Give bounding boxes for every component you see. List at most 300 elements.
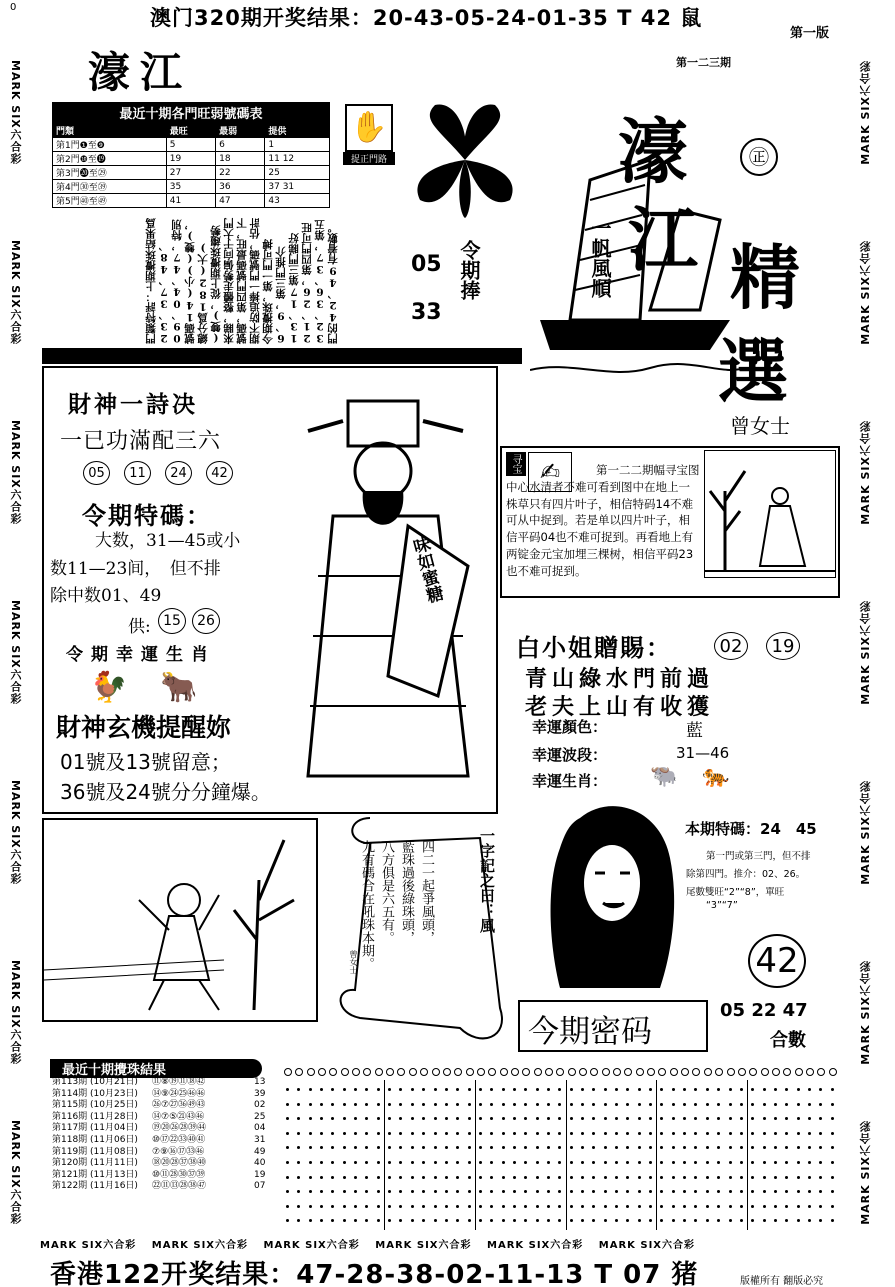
grid-dot (808, 1132, 811, 1135)
grid-dot (479, 1176, 482, 1179)
numbers: ⑭⑨㉔㉕㊻㊻ (152, 1088, 206, 1099)
lucky-color-label: 幸運顏色： (532, 718, 608, 736)
grid-dot (479, 1146, 482, 1149)
grid-dot (547, 1103, 550, 1106)
cell: 27 (166, 166, 215, 180)
grid-dot (831, 1219, 834, 1222)
grid-dot (411, 1176, 414, 1179)
grid-dot (570, 1103, 573, 1106)
special-desc-2: 数11—23间， 但不排 (50, 559, 221, 579)
grid-dot (570, 1205, 573, 1208)
side-label: MARK SIX六合彩 (9, 420, 22, 525)
grid-dot (649, 1205, 652, 1208)
date: (11月08日) (90, 1146, 138, 1157)
grid-dot (320, 1117, 323, 1120)
grid-dot (638, 1190, 641, 1193)
grid-dot (558, 1161, 561, 1164)
grid-dot (536, 1088, 539, 1091)
special-code-title: 令期特碼： (82, 501, 212, 530)
grid-dot (479, 1132, 482, 1135)
column-number-ball (488, 1068, 496, 1076)
grid-dot (581, 1103, 584, 1106)
grid-dot (343, 1205, 346, 1208)
grid-dot (797, 1190, 800, 1193)
grid-dot (672, 1161, 675, 1164)
grid-dot (751, 1161, 754, 1164)
grid-dot (694, 1103, 697, 1106)
grid-dot (411, 1103, 414, 1106)
cell: 43 (265, 194, 330, 208)
grid-dot (354, 1132, 357, 1135)
big-number-ball: 42 (748, 934, 806, 988)
grid-dot (763, 1132, 766, 1135)
grid-dot (331, 1219, 334, 1222)
ox-icon: 🐂 (160, 670, 198, 705)
grid-dot (763, 1219, 766, 1222)
grid-dot (502, 1161, 505, 1164)
table-row (53, 194, 330, 208)
grid-dot (797, 1176, 800, 1179)
column-number-ball (545, 1068, 553, 1076)
grid-dot (717, 1117, 720, 1120)
grid-dot (536, 1103, 539, 1106)
grid-dot (286, 1088, 289, 1091)
grid-dot (751, 1219, 754, 1222)
grid-dot (626, 1146, 629, 1149)
grid-dot (513, 1132, 516, 1135)
grid-dot (717, 1219, 720, 1222)
grid-dot (763, 1103, 766, 1106)
side-label: MARK SIX六合彩 (9, 600, 22, 705)
column-number-ball (613, 1068, 621, 1076)
special: 02 (254, 1100, 266, 1111)
grid-dot (729, 1103, 732, 1106)
grid-dot (547, 1190, 550, 1193)
treasure-text: 第一二二期幅寻宝图中心水清者不难可看到图中在地上一株草只有四片叶子，相信特码14不难可从中捉到。若是单以四片叶子，相信平码04也不难可捉到。再看地上有两锭金元宝加埋三棵树，相信平码23也不难可捉到。 (506, 463, 700, 578)
grid-dot (354, 1088, 357, 1091)
grid-dot (740, 1103, 743, 1106)
grid-dot (706, 1176, 709, 1179)
grid-dot (331, 1088, 334, 1091)
grid-dot (434, 1103, 437, 1106)
grid-dot (660, 1117, 663, 1120)
grid-dot (547, 1088, 550, 1091)
grid-dot (785, 1190, 788, 1193)
grid-dot (365, 1132, 368, 1135)
grid-dot (797, 1146, 800, 1149)
column-number-ball (329, 1068, 337, 1076)
secret-code-label: 今期密码 (528, 1014, 652, 1050)
grid-dot (286, 1146, 289, 1149)
grid-dot (422, 1103, 425, 1106)
grid-dot (604, 1190, 607, 1193)
grid-dot (365, 1088, 368, 1091)
grid-dot (797, 1103, 800, 1106)
grid-dot (785, 1088, 788, 1091)
numbers: ㉖⑦㉗㊱㊾㊸ (152, 1100, 206, 1111)
period: 第117期 (52, 1123, 88, 1134)
grid-dot (763, 1176, 766, 1179)
grid-dot (331, 1161, 334, 1164)
column-number-ball (704, 1068, 712, 1076)
grid-dot (365, 1161, 368, 1164)
grid-dot (422, 1161, 425, 1164)
scroll-col: 八方俱是六五有。 (379, 840, 394, 944)
grid-dot (592, 1146, 595, 1149)
reminder-line-2: 36號及24號分分鐘爆。 (60, 780, 271, 804)
grid-dot (774, 1161, 777, 1164)
grid-dot (297, 1146, 300, 1149)
grid-dot (502, 1117, 505, 1120)
grid-dot (592, 1161, 595, 1164)
copyright: 版權所有 翻版必究 (740, 1276, 824, 1287)
grid-dot (343, 1176, 346, 1179)
grid-dot (581, 1176, 584, 1179)
period: 第113期 (52, 1077, 88, 1087)
grid-dot (297, 1176, 300, 1179)
col-door: 門類 (53, 124, 167, 138)
period: 第118期 (52, 1134, 88, 1145)
grid-dot (615, 1190, 618, 1193)
grid-dot (831, 1146, 834, 1149)
side-label: MARK SIX六合彩 (859, 240, 872, 345)
grid-dot (808, 1103, 811, 1106)
grid-dot (411, 1088, 414, 1091)
boy-kite-icon (44, 820, 316, 1020)
grid-dot (411, 1205, 414, 1208)
grid-dot (626, 1103, 629, 1106)
grid-dot (660, 1088, 663, 1091)
grid-dot (422, 1219, 425, 1222)
grid-dot (547, 1132, 550, 1135)
grid-dot (729, 1132, 732, 1135)
ox-icon: 🐃 (650, 764, 678, 789)
grid-dot (706, 1103, 709, 1106)
grid-dot (502, 1205, 505, 1208)
grid-dot (468, 1103, 471, 1106)
grid-dot (468, 1205, 471, 1208)
grid-dot (581, 1132, 584, 1135)
column-number-ball (636, 1068, 644, 1076)
grid-dot (297, 1088, 300, 1091)
column-number-ball (500, 1068, 508, 1076)
special-note-4: “3”“7” (706, 900, 738, 911)
grid-dot (740, 1146, 743, 1149)
scroll-col: 藍珠過後綠珠頭， (399, 840, 414, 944)
period: 第121期 (52, 1169, 88, 1180)
grid-dot (581, 1117, 584, 1120)
grid-dot (660, 1219, 663, 1222)
grid-dot (365, 1146, 368, 1149)
grid-dot (411, 1161, 414, 1164)
grid-dot (819, 1117, 822, 1120)
grid-dot (581, 1088, 584, 1091)
hk-result-footer: 香港122开奖结果：47-28-38-02-11-13 T 07 猪 (50, 1260, 699, 1287)
grid-dot (740, 1176, 743, 1179)
column-number-ball (409, 1068, 417, 1076)
grid-dot (434, 1146, 437, 1149)
grid-dot (490, 1205, 493, 1208)
macau-result-header: 澳门320期开奖结果：20-43-05-24-01-35 T 42 鼠 (150, 6, 703, 30)
grid-dot (388, 1146, 391, 1149)
period: 第122期 (52, 1181, 88, 1192)
grid-dot (797, 1088, 800, 1091)
grid-dot (570, 1132, 573, 1135)
grid-dot (468, 1219, 471, 1222)
grid-dot (570, 1088, 573, 1091)
grid-dot (694, 1205, 697, 1208)
grid-dot (388, 1190, 391, 1193)
date: (11月13日) (90, 1169, 138, 1180)
column-number-ball (432, 1068, 440, 1076)
results-list (52, 1077, 278, 1193)
grid-dot (513, 1190, 516, 1193)
grid-dot (649, 1103, 652, 1106)
grid-divider (475, 1080, 476, 1230)
grid-dot (445, 1219, 448, 1222)
grid-dot (456, 1117, 459, 1120)
grid-dot (434, 1132, 437, 1135)
grid-dot (343, 1219, 346, 1222)
grid-dot (445, 1132, 448, 1135)
grid-dot (411, 1132, 414, 1135)
grid-dot (808, 1205, 811, 1208)
grid-dot (694, 1219, 697, 1222)
grid-dot (399, 1088, 402, 1091)
special-desc-3: 除中数01、49 (50, 586, 162, 606)
special: 19 (254, 1169, 266, 1180)
special: 25 (254, 1111, 266, 1122)
grid-dot (479, 1117, 482, 1120)
left-side-strip (0, 40, 38, 1235)
grid-dot (581, 1219, 584, 1222)
grid-dot (377, 1088, 380, 1091)
table-row (53, 180, 330, 194)
grid-dot (683, 1132, 686, 1135)
column-number-ball (829, 1068, 837, 1076)
column-number-ball (624, 1068, 632, 1076)
grid-dot (740, 1088, 743, 1091)
side-label: MARK SIX六合彩 (9, 960, 22, 1065)
grid-dot (524, 1176, 527, 1179)
column-number-ball (522, 1068, 530, 1076)
grid-dot (831, 1205, 834, 1208)
grid-dot (660, 1132, 663, 1135)
grid-dot (411, 1219, 414, 1222)
cell: 第5門㊵至㊾ (53, 194, 167, 208)
catch-door-badge (343, 104, 395, 168)
grid-dot (797, 1117, 800, 1120)
cell: 35 (166, 180, 215, 194)
date: (11月06日) (90, 1134, 138, 1145)
side-label: MARK SIX六合彩 (9, 780, 22, 885)
grid-dot (683, 1161, 686, 1164)
column-number-ball (738, 1068, 746, 1076)
cell: 第1門❶至❾ (53, 138, 167, 152)
door-table-grid (52, 123, 330, 208)
grid-dot (445, 1161, 448, 1164)
grid-dot (604, 1161, 607, 1164)
grid-dot (343, 1161, 346, 1164)
grid-dot (819, 1132, 822, 1135)
side-label: MARK SIX六合彩 (859, 960, 872, 1065)
grid-dot (638, 1176, 641, 1179)
grid-dot (479, 1205, 482, 1208)
grid-dot (331, 1176, 334, 1179)
grid-dot (309, 1132, 312, 1135)
grid-dot (831, 1088, 834, 1091)
date: (11月04日) (90, 1123, 138, 1134)
grid-dot (399, 1132, 402, 1135)
side-label: MARK SIX六合彩 (859, 780, 872, 885)
door-table (52, 102, 330, 208)
side-label: MARK SIX六合彩 (9, 1120, 22, 1225)
grid-dot (819, 1219, 822, 1222)
grid-dot (808, 1117, 811, 1120)
grid-dot (751, 1132, 754, 1135)
grid-dot (434, 1117, 437, 1120)
grid-dot (785, 1146, 788, 1149)
result-row (52, 1089, 278, 1101)
column-number-ball (284, 1068, 292, 1076)
grid-dot (365, 1219, 368, 1222)
grid-dot (626, 1205, 629, 1208)
grid-dot (751, 1176, 754, 1179)
grid-dot (717, 1146, 720, 1149)
grid-dot (774, 1088, 777, 1091)
grid-dot (388, 1161, 391, 1164)
column-number-ball (477, 1068, 485, 1076)
cell: 22 (216, 166, 265, 180)
grid-dot (331, 1132, 334, 1135)
grid-dot (808, 1146, 811, 1149)
side-label: MARK SIX六合彩 (263, 1240, 360, 1251)
special-title: 本期特碼：24 45 (685, 820, 817, 838)
grid-dot (751, 1146, 754, 1149)
seal-icon: ㊣ (740, 138, 778, 176)
grid-dot (683, 1205, 686, 1208)
grid-dot (626, 1117, 629, 1120)
grid-dot (399, 1146, 402, 1149)
grid-dot (456, 1161, 459, 1164)
grid-dot (683, 1146, 686, 1149)
grid-dot (672, 1190, 675, 1193)
grid-dot (626, 1219, 629, 1222)
grid-dot (763, 1117, 766, 1120)
period: 第119期 (52, 1146, 88, 1157)
special: 07 (254, 1181, 266, 1192)
col-supply: 提供 (265, 124, 330, 138)
column-number-ball (727, 1068, 735, 1076)
grid-dot (513, 1146, 516, 1149)
grid-dot (785, 1132, 788, 1135)
grid-dot (797, 1205, 800, 1208)
period: 第116期 (52, 1111, 88, 1122)
grid-dot (536, 1132, 539, 1135)
cell: 19 (166, 152, 215, 166)
grid-dot (558, 1132, 561, 1135)
grid-dot (490, 1132, 493, 1135)
grid-dot (581, 1205, 584, 1208)
grid-dot (286, 1132, 289, 1135)
column-number-ball (511, 1068, 519, 1076)
grid-dot (740, 1161, 743, 1164)
number-ball: 24 (165, 461, 192, 485)
grid-dot (649, 1190, 652, 1193)
result-row (52, 1147, 278, 1159)
grid-dot (422, 1176, 425, 1179)
logo-char-xuan: 選 (718, 330, 788, 413)
numbers: ㉒⑪⑬㉘㊳㊼ (152, 1181, 207, 1192)
grid-dot (422, 1205, 425, 1208)
grid-dot (468, 1117, 471, 1120)
grid-dot (740, 1219, 743, 1222)
corner-mark: 0 (10, 2, 17, 13)
column-number-ball (307, 1068, 315, 1076)
grid-dot (706, 1205, 709, 1208)
grid-dot (819, 1205, 822, 1208)
column-number-ball (590, 1068, 598, 1076)
grid-dot (581, 1190, 584, 1193)
grid-dot (774, 1205, 777, 1208)
grid-dot (524, 1205, 527, 1208)
numbers: ⑭⑦⑤㉑㊸㊻ (152, 1111, 205, 1122)
column-number-ball (386, 1068, 394, 1076)
grid-dot (819, 1190, 822, 1193)
grid-dot (399, 1103, 402, 1106)
grid-dot (819, 1176, 822, 1179)
grid-dot (456, 1146, 459, 1149)
grid-dot (331, 1103, 334, 1106)
col-hot: 最旺 (166, 124, 215, 138)
grid-dot (660, 1205, 663, 1208)
grid-dot (763, 1205, 766, 1208)
grid-dot (513, 1117, 516, 1120)
grid-dot (513, 1176, 516, 1179)
grid-dot (536, 1176, 539, 1179)
cell: 1 (265, 138, 330, 152)
grid-dot (468, 1088, 471, 1091)
grid-dot (399, 1190, 402, 1193)
column-number-ball (806, 1068, 814, 1076)
side-label: MARK SIX六合彩 (9, 60, 22, 165)
grid-dot (309, 1103, 312, 1106)
grid-dot (808, 1176, 811, 1179)
grid-dot (468, 1190, 471, 1193)
column-number-ball (579, 1068, 587, 1076)
grid-dot (706, 1161, 709, 1164)
grid-dot (456, 1219, 459, 1222)
grid-dot (399, 1117, 402, 1120)
grid-dot (558, 1117, 561, 1120)
grid-dot (740, 1117, 743, 1120)
grid-dot (286, 1190, 289, 1193)
grid-dot (570, 1190, 573, 1193)
grid-dot (615, 1219, 618, 1222)
grid-dot (592, 1117, 595, 1120)
cell: 第4門㉚至㊴ (53, 180, 167, 194)
grid-dot (706, 1132, 709, 1135)
grid-dot (388, 1219, 391, 1222)
side-label: MARK SIX六合彩 (487, 1240, 584, 1251)
catch-label: 捉正門路 (343, 152, 395, 165)
grid-dot (434, 1176, 437, 1179)
grid-dot (763, 1088, 766, 1091)
grid-dot (365, 1103, 368, 1106)
grid-dot (615, 1132, 618, 1135)
grid-dot (297, 1205, 300, 1208)
grid-dot (490, 1176, 493, 1179)
